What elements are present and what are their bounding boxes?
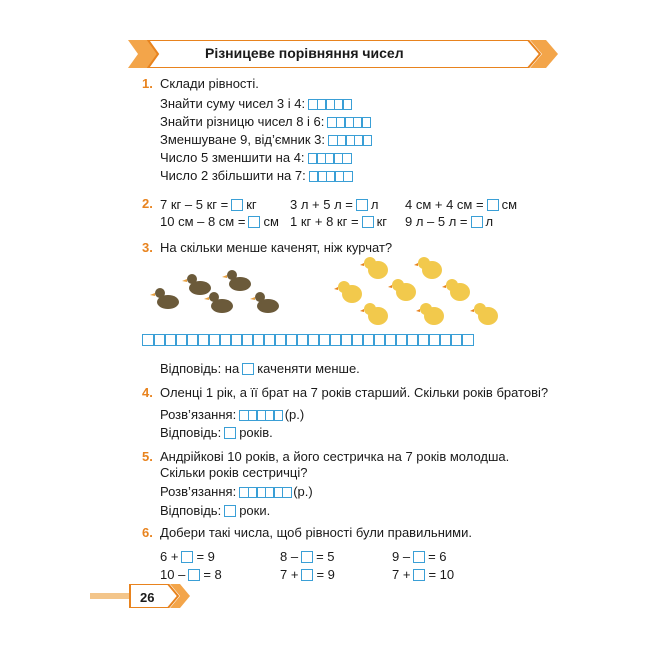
task-number: 2.: [142, 196, 153, 211]
task-prompt: Добери такі числа, щоб рівності були правильними.: [160, 525, 472, 540]
duckling-icon: [150, 288, 179, 309]
answer-box[interactable]: [224, 505, 236, 517]
answer-box[interactable]: [231, 199, 243, 211]
answer-box[interactable]: [242, 363, 254, 375]
answer-cells[interactable]: [328, 135, 371, 146]
answer-cells[interactable]: [309, 171, 352, 182]
answer-box[interactable]: [248, 216, 260, 228]
duckling-icon: [182, 274, 211, 295]
task2-item: 7 кг – 5 кг = кг: [160, 197, 257, 212]
task6-item: 8 – = 5: [280, 549, 335, 564]
answer-cells[interactable]: [239, 410, 282, 421]
answer-box[interactable]: [224, 427, 236, 439]
task5-solution: Розв’язання: (р.): [160, 484, 313, 499]
answer-box[interactable]: [356, 199, 368, 211]
answer-box[interactable]: [181, 551, 193, 563]
task-prompt: Оленці 1 рік, а її брат на 7 років старший. Скільки років братові?: [160, 385, 549, 400]
task1-line: Число 2 збільшити на 7:: [160, 168, 354, 184]
chick-icon: [416, 303, 444, 325]
chick-icon: [442, 279, 470, 301]
chick-icon: [360, 303, 388, 325]
task2-item: 9 л – 5 л = л: [405, 214, 494, 229]
task-number: 3.: [142, 240, 153, 255]
task6-item: 7 + = 10: [392, 567, 455, 582]
answer-box[interactable]: [487, 199, 499, 211]
task-number: 6.: [142, 525, 153, 540]
task6-item: 9 – = 6: [392, 549, 447, 564]
answer-box[interactable]: [301, 569, 313, 581]
answer-box[interactable]: [301, 551, 313, 563]
page-title: Різницеве порівняння чисел: [205, 45, 404, 61]
task2-item: 4 см + 4 см = см: [405, 197, 518, 212]
task-prompt: На скільки менше каченят, ніж курчат?: [160, 240, 393, 255]
task1-line: Знайти різницю чисел 8 і 6:: [160, 114, 373, 130]
task6-item: 6 + = 9: [160, 549, 215, 564]
chick-icon: [334, 281, 362, 303]
answer-box[interactable]: [413, 569, 425, 581]
duckling-icon: [204, 292, 233, 313]
task4-solution: Розв’язання: (р.): [160, 407, 305, 422]
task1-line: Число 5 зменшити на 4:: [160, 150, 353, 166]
answer-box[interactable]: [413, 551, 425, 563]
duckling-icon: [250, 292, 279, 313]
task3-answer: Відповідь: на каченяти менше.: [160, 361, 360, 376]
task6-item: 7 + = 9: [280, 567, 335, 582]
task1-line: Знайти суму чисел 3 і 4:: [160, 96, 354, 112]
answer-box[interactable]: [362, 216, 374, 228]
task4-answer: Відповідь: років.: [160, 425, 273, 440]
task1-line: Зменшуване 9, від’ємник 3:: [160, 132, 374, 148]
answer-cells[interactable]: [239, 487, 290, 498]
task-prompt: Склади рівності.: [160, 76, 259, 91]
chicks-illustration: [330, 252, 505, 332]
answer-cells[interactable]: [308, 99, 351, 110]
answer-cell[interactable]: [461, 334, 474, 346]
task-prompt: Скільки років сестричці?: [160, 465, 308, 480]
task2-item: 3 л + 5 л = л: [290, 197, 379, 212]
page-number: 26: [140, 590, 155, 605]
answer-cells[interactable]: [308, 153, 351, 164]
task2-item: 10 см – 8 см = см: [160, 214, 279, 229]
duckling-icon: [222, 270, 251, 291]
answer-box[interactable]: [471, 216, 483, 228]
task2-item: 1 кг + 8 кг = кг: [290, 214, 387, 229]
task5-answer: Відповідь: роки.: [160, 503, 271, 518]
answer-cells[interactable]: [327, 117, 370, 128]
answer-cells-row[interactable]: [142, 334, 472, 346]
chick-icon: [360, 257, 388, 279]
task-number: 1.: [142, 76, 153, 91]
ducklings-illustration: [150, 262, 290, 322]
answer-box[interactable]: [188, 569, 200, 581]
chick-icon: [414, 257, 442, 279]
task-number: 5.: [142, 449, 153, 464]
task6-item: 10 – = 8: [160, 567, 222, 582]
task-prompt: Андрійкові 10 років, а його сестричка на 7 років молодша.: [160, 449, 510, 464]
chick-icon: [470, 303, 498, 325]
task-number: 4.: [142, 385, 153, 400]
chick-icon: [388, 279, 416, 301]
